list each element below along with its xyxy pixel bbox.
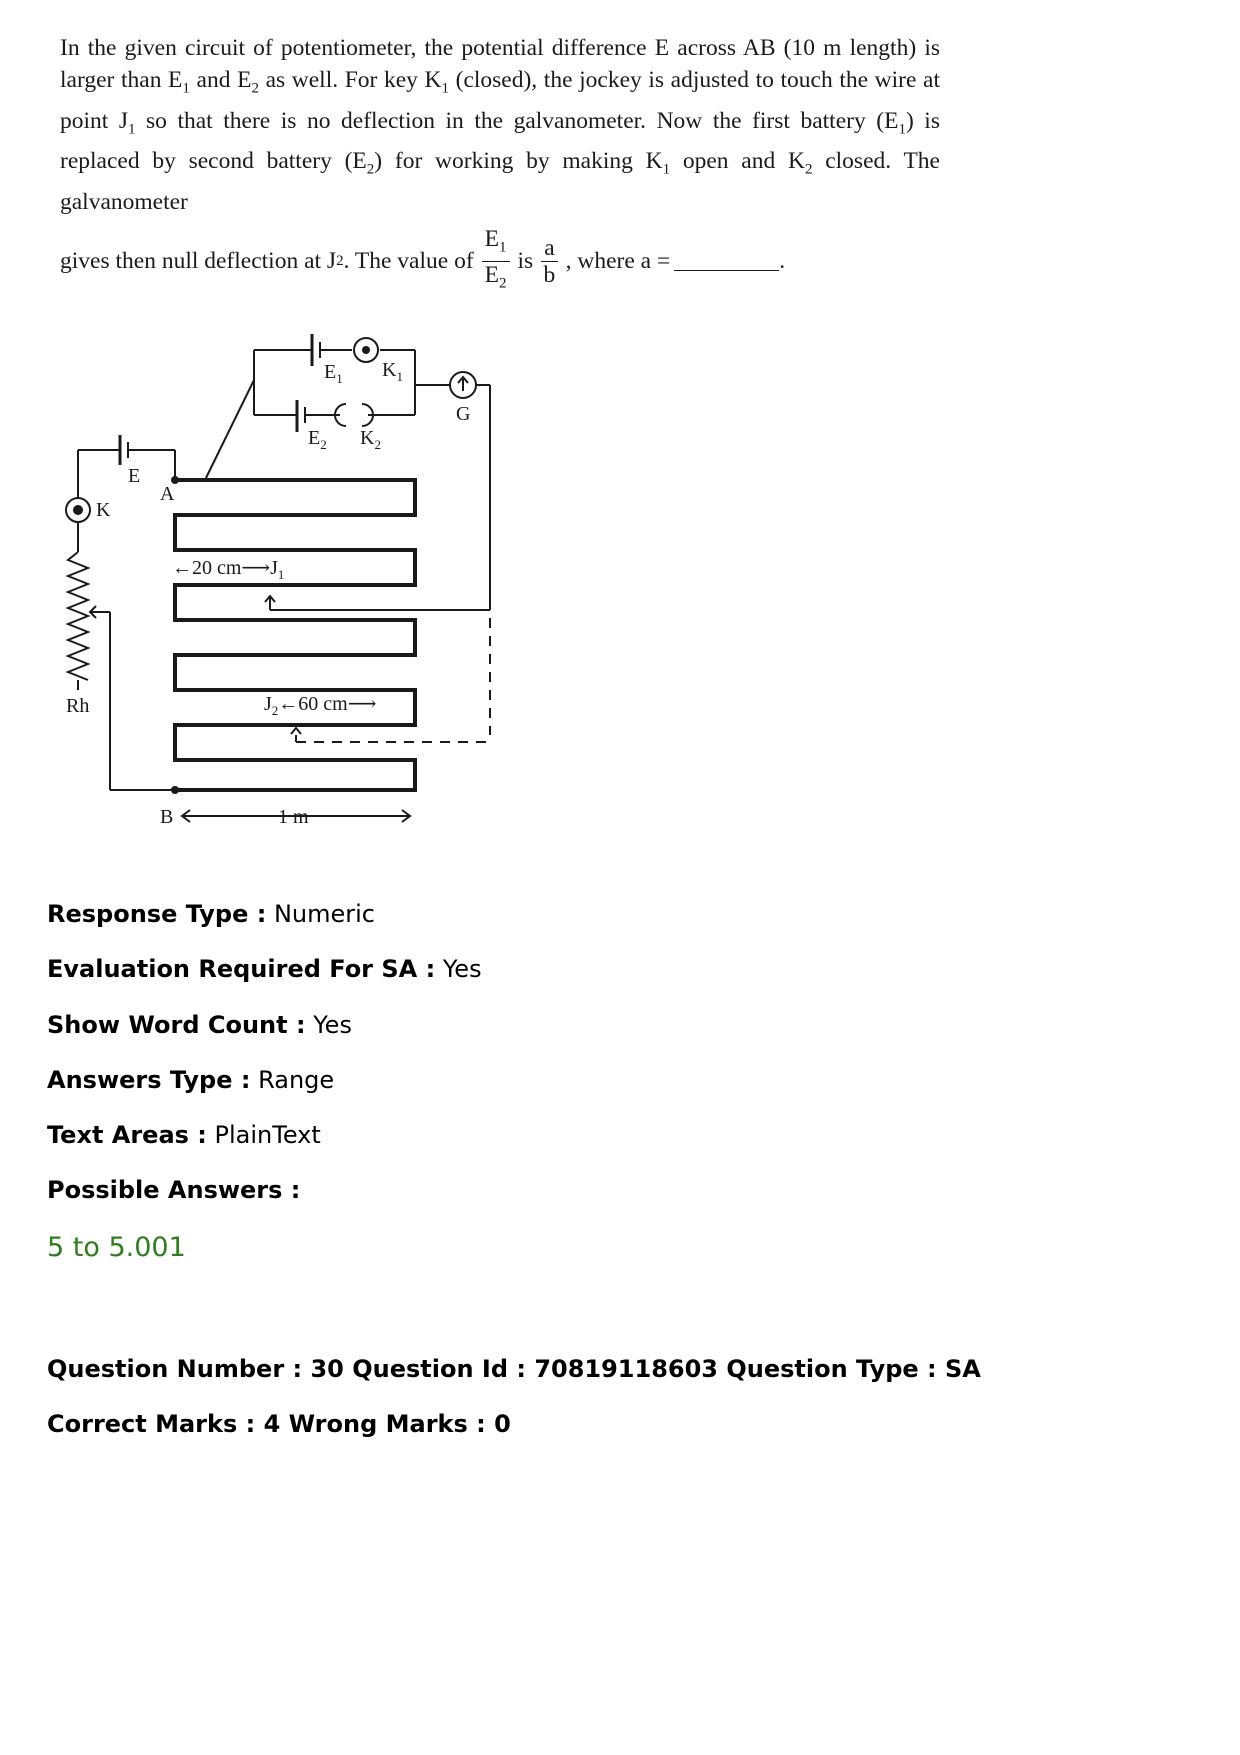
question-text bbox=[60, 32, 940, 296]
label-g: G bbox=[456, 403, 471, 425]
answers-type-row: Answers Type : Range bbox=[47, 1066, 335, 1094]
label-rh: Rh bbox=[66, 695, 90, 717]
text-areas-row: Text Areas : PlainText bbox=[47, 1121, 321, 1149]
possible-answer-value: 5 to 5.001 bbox=[47, 1232, 186, 1263]
label-a: A bbox=[160, 483, 175, 505]
label-b: B bbox=[160, 806, 174, 828]
response-type-row: Response Type : Numeric bbox=[47, 900, 375, 928]
answer-fraction: $\frac{a}{b}$ bbox=[541, 235, 557, 288]
label-20cm: ←20 $cm⟶J_1$ bbox=[172, 557, 285, 582]
word-count-row: Show Word Count : Yes bbox=[47, 1011, 352, 1039]
next-question-marks: Correct Marks : 4 Wrong Marks : 0 bbox=[47, 1410, 511, 1438]
possible-answers-label: Possible Answers : bbox=[47, 1176, 301, 1204]
question-final-line: gives then null deflection at J 2 . The value of $\frac{E_1}{E_2}$ is $\frac{a}{b}$ , where a = . bbox=[60, 226, 940, 296]
potentiometer-circuit-diagram bbox=[60, 310, 530, 880]
next-question-header: Question Number : 30 Question Id : 70819118603 Question Type : SA bbox=[47, 1355, 981, 1383]
label-1m: 1 m bbox=[278, 806, 309, 828]
ratio-fraction: $\frac{E_1}{E_2}$ bbox=[482, 226, 510, 296]
label-e: E bbox=[128, 465, 141, 487]
label-k: K bbox=[96, 499, 111, 521]
label-k2: $K_2$ bbox=[360, 427, 381, 452]
label-k1: $K_1$ bbox=[382, 359, 403, 384]
label-e1: $E_1$ bbox=[324, 361, 343, 386]
label-60cm: $J_2\leftarrow 60$ cm⟶ bbox=[264, 693, 377, 718]
label-e2: $E_2$ bbox=[308, 427, 327, 452]
evaluation-row: Evaluation Required For SA : Yes bbox=[47, 955, 482, 983]
question-paragraph: In the given circuit of potentiometer, the potential difference E across AB (10 m length) is larger than $E_1$ and $E_2$ as well. For key $K_1$ (closed), the jockey is adjusted to touch the wire at point $J_1$ so that there is no deflection in the galvanometer. Now the first battery $(E_1)$ is replaced by second battery $(E_2)$ for working by making $K_1$ open and $K_2$ closed. The galvanometer bbox=[60, 35, 940, 216]
answer-blank bbox=[674, 252, 779, 271]
